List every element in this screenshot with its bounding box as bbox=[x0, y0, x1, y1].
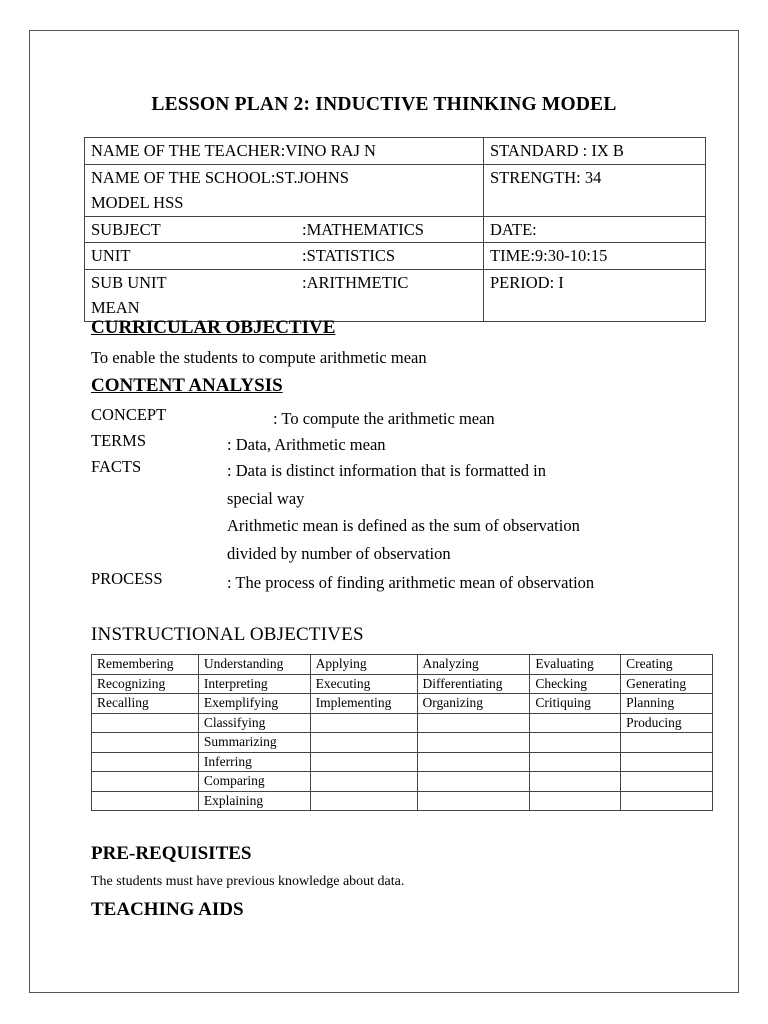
unit-value: :STATISTICS bbox=[302, 246, 396, 265]
table-row bbox=[85, 138, 706, 165]
objective-cell bbox=[92, 772, 199, 792]
objective-cell: Understanding bbox=[198, 655, 310, 675]
objective-cell: Executing bbox=[310, 674, 417, 694]
lesson-info-table bbox=[84, 137, 706, 322]
period-cell: PERIOD: I bbox=[484, 269, 706, 321]
objective-cell bbox=[310, 752, 417, 772]
table-row bbox=[85, 269, 706, 321]
curricular-objective-text: To enable the students to compute arithmetic mean bbox=[91, 348, 427, 367]
subject-value: :MATHEMATICS bbox=[302, 219, 424, 239]
prerequisites-heading: PRE-REQUISITES bbox=[91, 843, 252, 864]
instructional-objectives-heading: INSTRUCTIONAL OBJECTIVES bbox=[91, 624, 364, 645]
objective-cell: Evaluating bbox=[530, 655, 621, 675]
table-row bbox=[92, 694, 713, 714]
facts-term: FACTS bbox=[91, 457, 142, 476]
facts-desc bbox=[227, 457, 687, 567]
objective-cell: Organizing bbox=[417, 694, 530, 714]
objective-cell bbox=[530, 791, 621, 811]
school-name-line2: MODEL HSS bbox=[91, 193, 184, 212]
facts-line-3: Arithmetic mean is defined as the sum of observation bbox=[227, 516, 580, 535]
objective-cell bbox=[417, 733, 530, 753]
terms-desc: : Data, Arithmetic mean bbox=[227, 435, 386, 454]
objective-cell: Recognizing bbox=[92, 674, 199, 694]
objective-cell: Classifying bbox=[198, 713, 310, 733]
objective-cell: Recalling bbox=[92, 694, 199, 714]
objective-cell: Applying bbox=[310, 655, 417, 675]
objective-cell: Critiquing bbox=[530, 694, 621, 714]
table-row bbox=[85, 243, 706, 270]
objective-cell bbox=[310, 733, 417, 753]
objective-cell bbox=[417, 791, 530, 811]
objective-cell bbox=[530, 713, 621, 733]
facts-line-1: : Data is distinct information that is formatted in bbox=[227, 461, 546, 480]
sub-unit-cell bbox=[85, 269, 484, 321]
objective-cell: Summarizing bbox=[198, 733, 310, 753]
school-name-line1: NAME OF THE SCHOOL:ST.JOHNS bbox=[91, 167, 349, 187]
table-row bbox=[92, 713, 713, 733]
subject-cell bbox=[85, 216, 484, 243]
objective-cell: Inferring bbox=[198, 752, 310, 772]
time-cell: TIME:9:30-10:15 bbox=[484, 243, 706, 270]
objective-cell: Producing bbox=[621, 713, 713, 733]
document-title: LESSON PLAN 2: INDUCTIVE THINKING MODEL bbox=[151, 94, 617, 115]
objective-cell: Remembering bbox=[92, 655, 199, 675]
curricular-objective-heading: CURRICULAR OBJECTIVE bbox=[91, 317, 336, 338]
objective-cell bbox=[621, 752, 713, 772]
objective-cell: Analyzing bbox=[417, 655, 530, 675]
strength-cell: STRENGTH: 34 bbox=[484, 164, 706, 216]
concept-desc: : To compute the arithmetic mean bbox=[273, 409, 495, 428]
sub-unit-label: SUB UNIT bbox=[91, 272, 167, 292]
instructional-objectives-table bbox=[91, 654, 713, 811]
objective-cell bbox=[92, 752, 199, 772]
objective-cell: Differentiating bbox=[417, 674, 530, 694]
objective-cell bbox=[310, 791, 417, 811]
objective-cell: Planning bbox=[621, 694, 713, 714]
objective-cell bbox=[530, 772, 621, 792]
objective-cell bbox=[310, 772, 417, 792]
objective-cell: Explaining bbox=[198, 791, 310, 811]
teaching-aids-heading: TEACHING AIDS bbox=[91, 899, 244, 920]
objective-cell bbox=[417, 752, 530, 772]
objective-cell: Exemplifying bbox=[198, 694, 310, 714]
objective-cell: Implementing bbox=[310, 694, 417, 714]
table-row bbox=[92, 772, 713, 792]
school-name-cell bbox=[85, 164, 484, 216]
table-row bbox=[92, 655, 713, 675]
objective-cell bbox=[621, 791, 713, 811]
objective-cell bbox=[530, 733, 621, 753]
objective-cell bbox=[92, 733, 199, 753]
facts-line-4: divided by number of observation bbox=[227, 543, 451, 563]
subject-label: SUBJECT bbox=[91, 219, 161, 239]
objective-cell bbox=[310, 713, 417, 733]
objective-cell bbox=[417, 713, 530, 733]
table-row bbox=[92, 674, 713, 694]
objective-cell bbox=[417, 772, 530, 792]
table-row bbox=[92, 752, 713, 772]
objective-cell bbox=[621, 772, 713, 792]
unit-label: UNIT bbox=[91, 246, 131, 265]
date-cell: DATE: bbox=[484, 216, 706, 243]
process-desc: : The process of finding arithmetic mean of observation bbox=[227, 573, 595, 592]
prerequisites-text: The students must have previous knowledge about data. bbox=[91, 874, 405, 889]
objective-cell bbox=[92, 791, 199, 811]
terms-term: TERMS bbox=[91, 431, 147, 450]
objective-cell bbox=[621, 733, 713, 753]
concept-row bbox=[91, 405, 733, 433]
table-row bbox=[85, 216, 706, 243]
unit-cell bbox=[85, 243, 484, 270]
objective-cell: Creating bbox=[621, 655, 713, 675]
objective-cell: Comparing bbox=[198, 772, 310, 792]
objective-cell bbox=[530, 752, 621, 772]
objective-cell: Generating bbox=[621, 674, 713, 694]
facts-row bbox=[91, 457, 687, 567]
process-term: PROCESS bbox=[91, 569, 163, 588]
process-row bbox=[91, 569, 687, 597]
terms-row bbox=[91, 431, 687, 459]
table-row bbox=[92, 791, 713, 811]
standard-cell: STANDARD : IX B bbox=[484, 138, 706, 165]
objective-cell bbox=[92, 713, 199, 733]
concept-term: CONCEPT bbox=[91, 405, 167, 424]
teacher-name-cell: NAME OF THE TEACHER:VINO RAJ N bbox=[85, 138, 484, 165]
sub-unit-value-cont: MEAN bbox=[91, 298, 140, 317]
table-row bbox=[85, 164, 706, 216]
facts-line-2: special way bbox=[227, 488, 305, 508]
objective-cell: Interpreting bbox=[198, 674, 310, 694]
sub-unit-value: :ARITHMETIC bbox=[302, 272, 409, 292]
objective-cell: Checking bbox=[530, 674, 621, 694]
table-row bbox=[92, 733, 713, 753]
content-analysis-heading: CONTENT ANALYSIS bbox=[91, 375, 283, 396]
